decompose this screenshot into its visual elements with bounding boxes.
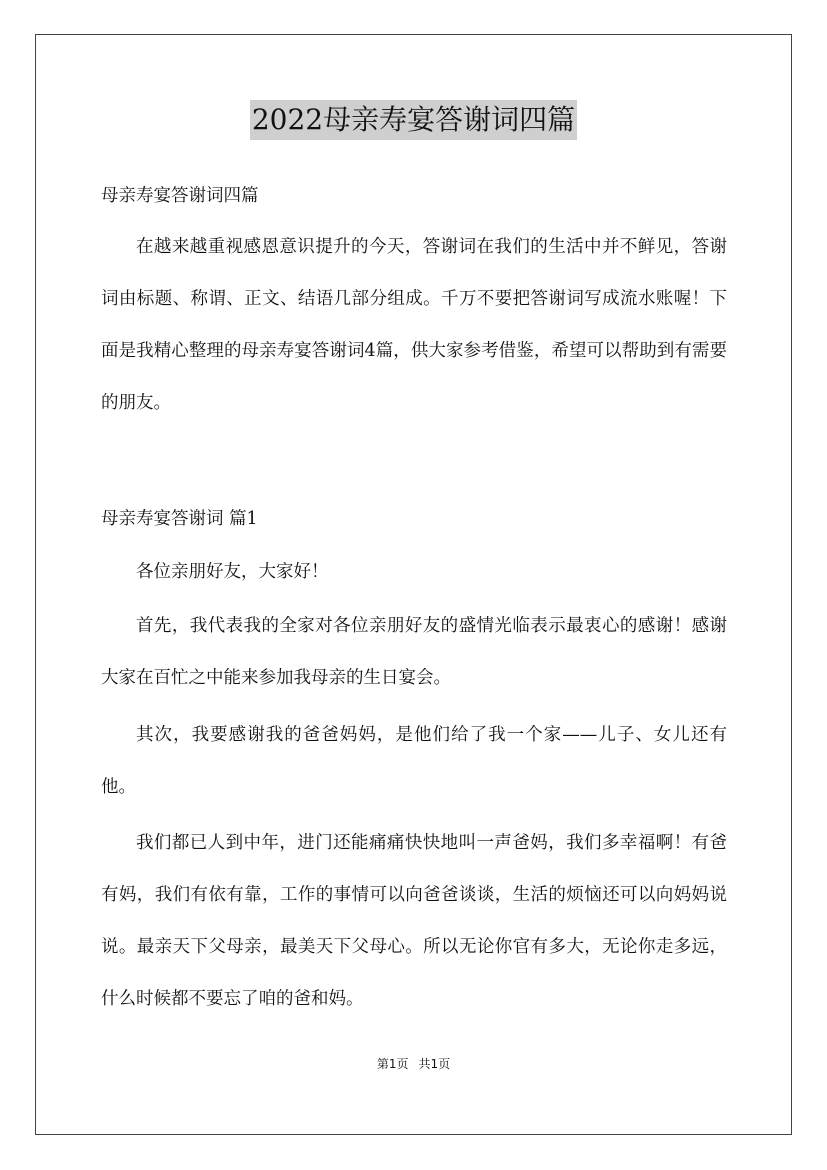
page-number: 第1页 [376, 1057, 409, 1071]
paragraph-thanks: 首先，我代表我的全家对各位亲朋好友的盛情光临表示最衷心的感谢！感谢大家在百忙之中能来参加我母亲的生日宴会。 [101, 616, 727, 688]
page-total: 共1页 [418, 1057, 451, 1071]
greeting-paragraph: 各位亲朋好友，大家好！ [136, 562, 329, 582]
paragraph-middle-age: 我们都已人到中年，进门还能痛痛快快地叫一声爸妈，我们多幸福啊！有爸有妈，我们有依有靠，工作的事情可以向爸爸谈谈，生活的烦恼还可以向妈妈说说。最亲天下父母亲，最美天下父母心。所以无论你官有多大，无论你走多远，什么时候都不要忘了咱的爸和妈。 [101, 833, 727, 1009]
intro-paragraph: 在越来越重视感恩意识提升的今天，答谢词在我们的生活中并不鲜见，答谢词由标题、称谓、正文、结语几部分组成。千万不要把答谢词写成流水账喔！下面是我精心整理的母亲寿宴答谢词4篇，供大家参考借鉴，希望可以帮助到有需要的朋友。 [101, 237, 727, 413]
section-heading: 母亲寿宴答谢词 篇1 [101, 509, 258, 529]
title-wrap [0, 100, 827, 140]
document-title: 2022母亲寿宴答谢词四篇 [250, 100, 577, 140]
document-subtitle: 母亲寿宴答谢词四篇 [101, 186, 259, 206]
page-footer [0, 1054, 827, 1074]
paragraph-parents: 其次，我要感谢我的爸爸妈妈，是他们给了我一个家——儿子、女儿还有他。 [101, 725, 727, 797]
